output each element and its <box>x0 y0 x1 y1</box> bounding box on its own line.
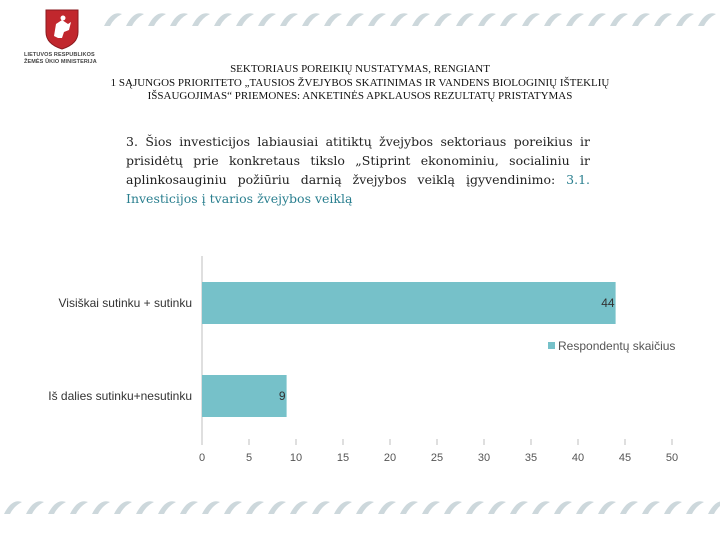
page-header <box>60 63 660 104</box>
ornament-leaf <box>246 501 264 514</box>
ornament-leaf <box>302 13 320 26</box>
ornament-leaf <box>158 501 176 514</box>
ornament-leaf <box>334 501 352 514</box>
ornament-leaf <box>26 501 44 514</box>
x-tick-label: 50 <box>665 452 679 464</box>
ornament-leaf <box>488 501 506 514</box>
ornament-leaf <box>620 501 638 514</box>
bar <box>202 282 616 324</box>
ornament-leaf <box>510 501 528 514</box>
ornament-leaf <box>576 501 594 514</box>
ornament-leaf <box>686 501 704 514</box>
ornament-leaf <box>400 501 418 514</box>
ornament-leaf <box>346 13 364 26</box>
x-tick-label: 35 <box>524 452 538 464</box>
ornament-leaf <box>478 13 496 26</box>
bar-chart <box>0 250 720 470</box>
bottom-ornament <box>0 496 720 518</box>
ornament-leaf <box>170 13 188 26</box>
ornament-leaf <box>70 501 88 514</box>
coat-of-arms-icon <box>42 8 82 50</box>
ornament-leaf <box>654 13 672 26</box>
ornament-leaf <box>566 13 584 26</box>
legend-swatch <box>548 342 555 349</box>
ornament-leaf <box>214 13 232 26</box>
ornament-leaf <box>698 13 716 26</box>
x-tick-label: 25 <box>430 452 444 464</box>
ornament-leaf <box>114 501 132 514</box>
question-highlight: 3.1. Investicijos į tvarios žvejybos veiklą <box>126 172 590 206</box>
ornament-leaf <box>202 501 220 514</box>
ornament-leaf <box>632 13 650 26</box>
legend-label: Respondentų skaičius <box>558 339 676 353</box>
ornament-leaf <box>642 501 660 514</box>
ornament-leaf <box>588 13 606 26</box>
ornament-leaf <box>532 501 550 514</box>
ornament-leaf <box>356 501 374 514</box>
ornament-leaf <box>522 13 540 26</box>
ornament-leaf <box>598 501 616 514</box>
ornament-leaf <box>378 501 396 514</box>
ornament-leaf <box>444 501 462 514</box>
ornament-leaf <box>148 13 166 26</box>
ministry-logo <box>20 8 104 70</box>
x-tick-label: 5 <box>245 452 253 464</box>
x-tick-label: 30 <box>477 452 491 464</box>
ornament-leaf <box>708 501 720 514</box>
x-tick-label: 20 <box>383 452 397 464</box>
ornament-leaf <box>368 13 386 26</box>
ornament-leaf <box>676 13 694 26</box>
ornament-leaf <box>280 13 298 26</box>
ornament-leaf <box>544 13 562 26</box>
bar <box>202 375 287 417</box>
ornament-leaf <box>92 501 110 514</box>
data-label: 44 <box>601 296 615 310</box>
ornament-leaf <box>4 501 22 514</box>
x-tick-label: 0 <box>198 452 206 464</box>
header-line-1: SEKTORIAUS POREIKIŲ NUSTATYMAS, RENGIANT <box>230 63 490 75</box>
ornament-leaf <box>236 13 254 26</box>
data-label: 9 <box>278 389 286 403</box>
ornament-leaf <box>48 501 66 514</box>
ornament-leaf <box>224 501 242 514</box>
ornament-leaf <box>290 501 308 514</box>
question-text <box>126 132 590 208</box>
ornament-leaf <box>324 13 342 26</box>
ornament-leaf <box>456 13 474 26</box>
ornament-leaf <box>192 13 210 26</box>
ornament-leaf <box>390 13 408 26</box>
question-body: 3. Šios investicijos labiausiai atitiktų žvejybos sektoriaus poreikius ir prisidėtų prie konkretaus tikslo „Stiprint ekonominiu, socialiniu ir aplinkosauginiu požiūriu darnią žvejybos veiklą įgyvendinimo: <box>126 134 590 187</box>
ornament-leaf <box>126 13 144 26</box>
category-label: Iš dalies sutinku+nesutinku <box>48 389 192 403</box>
x-tick-label: 45 <box>618 452 632 464</box>
logo-line-1: LIETUVOS RESPUBLIKOS <box>24 52 95 58</box>
ornament-leaf <box>180 501 198 514</box>
ornament-leaf <box>466 501 484 514</box>
ornament-leaf <box>412 13 430 26</box>
header-line-2: 1 SĄJUNGOS PRIORITETO „TAUSIOS ŽVEJYBOS SKATINIMAS IR VANDENS BIOLOGINIŲ IŠTEKLIŲ <box>110 76 610 89</box>
x-tick-label: 15 <box>336 452 350 464</box>
logo-line-2: ŽEMĖS ŪKIO MINISTERIJA <box>24 59 97 65</box>
ornament-leaf <box>554 501 572 514</box>
top-ornament <box>100 8 720 30</box>
category-label: Visiškai sutinku + sutinku <box>58 296 192 310</box>
ornament-leaf <box>312 501 330 514</box>
ornament-leaf <box>610 13 628 26</box>
x-tick-label: 40 <box>571 452 585 464</box>
ornament-leaf <box>104 13 122 26</box>
ornament-leaf <box>664 501 682 514</box>
header-line-3: IŠSAUGOJIMAS“ PRIEMONES: ANKETINĖS APKLAUSOS REZULTATŲ PRISTATYMAS <box>147 90 573 102</box>
ornament-leaf <box>500 13 518 26</box>
ornament-leaf <box>268 501 286 514</box>
ornament-leaf <box>136 501 154 514</box>
ornament-leaf <box>434 13 452 26</box>
x-tick-label: 10 <box>289 452 303 464</box>
ornament-leaf <box>422 501 440 514</box>
ornament-leaf <box>258 13 276 26</box>
